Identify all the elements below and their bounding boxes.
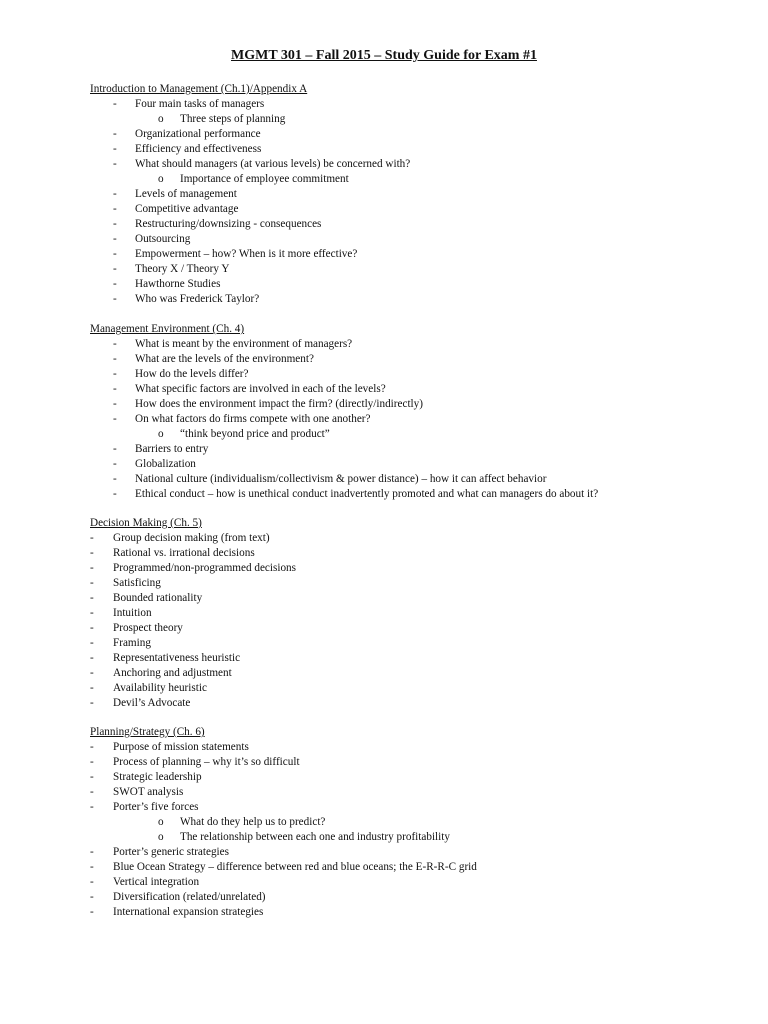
dash-bullet: - bbox=[113, 368, 117, 380]
dash-bullet: - bbox=[90, 861, 94, 873]
list-item bbox=[90, 546, 730, 561]
dash-bullet: - bbox=[113, 203, 117, 215]
list-item bbox=[90, 472, 730, 487]
list-item bbox=[90, 860, 730, 875]
dash-bullet: - bbox=[90, 637, 94, 649]
dash-bullet: - bbox=[113, 293, 117, 305]
dash-bullet: - bbox=[90, 771, 94, 783]
sub-list-item-text: The relationship between each one and industry profitability bbox=[180, 831, 450, 843]
list-item-text: Hawthorne Studies bbox=[135, 278, 221, 290]
sub-list-item-text: Importance of employee commitment bbox=[180, 173, 349, 185]
sub-list-item bbox=[90, 815, 730, 830]
sub-list-item bbox=[90, 427, 730, 442]
list-item bbox=[90, 681, 730, 696]
list-item-text: Organizational performance bbox=[135, 128, 261, 140]
list-item-text: Outsourcing bbox=[135, 233, 191, 245]
list-item bbox=[90, 277, 730, 292]
dash-bullet: - bbox=[113, 398, 117, 410]
list-item bbox=[90, 442, 730, 457]
dash-bullet: - bbox=[113, 473, 117, 485]
sub-list-item bbox=[90, 830, 730, 845]
dash-bullet: - bbox=[90, 607, 94, 619]
list-item-text: Intuition bbox=[113, 607, 152, 619]
section-management-environment bbox=[90, 322, 730, 502]
list-item-text: Ethical conduct – how is unethical conduct inadvertently promoted and what can managers do about it? bbox=[135, 488, 599, 500]
circle-bullet: o bbox=[158, 816, 164, 828]
list-item bbox=[90, 157, 730, 172]
dash-bullet: - bbox=[113, 383, 117, 395]
dash-bullet: - bbox=[113, 263, 117, 275]
list-item bbox=[90, 561, 730, 576]
dash-bullet: - bbox=[90, 547, 94, 559]
list-item-text: Porter’s five forces bbox=[113, 801, 199, 813]
list-item-text: Process of planning – why it’s so difficult bbox=[113, 756, 300, 768]
list-item-text: Satisficing bbox=[113, 577, 161, 589]
list-item-text: Restructuring/downsizing - consequences bbox=[135, 218, 322, 230]
dash-bullet: - bbox=[113, 143, 117, 155]
dash-bullet: - bbox=[113, 158, 117, 170]
dash-bullet: - bbox=[90, 741, 94, 753]
dash-bullet: - bbox=[113, 218, 117, 230]
list-item-text: How do the levels differ? bbox=[135, 368, 249, 380]
dash-bullet: - bbox=[90, 801, 94, 813]
list-item-text: Levels of management bbox=[135, 188, 237, 200]
section-heading: Planning/Strategy (Ch. 6) bbox=[90, 726, 205, 738]
list-item-text: Anchoring and adjustment bbox=[113, 667, 232, 679]
dash-bullet: - bbox=[90, 532, 94, 544]
list-item-text: Competitive advantage bbox=[135, 203, 239, 215]
section-decision-making bbox=[90, 516, 730, 711]
list-item bbox=[90, 127, 730, 142]
list-item bbox=[90, 890, 730, 905]
circle-bullet: o bbox=[158, 173, 164, 185]
list-item bbox=[90, 367, 730, 382]
list-item bbox=[90, 651, 730, 666]
list-item bbox=[90, 337, 730, 352]
list-item-text: International expansion strategies bbox=[113, 906, 264, 918]
list-item bbox=[90, 770, 730, 785]
circle-bullet: o bbox=[158, 428, 164, 440]
list-item-text: What is meant by the environment of managers? bbox=[135, 338, 353, 350]
list-item bbox=[90, 352, 730, 367]
dash-bullet: - bbox=[90, 756, 94, 768]
circle-bullet: o bbox=[158, 113, 164, 125]
list-item-text: Barriers to entry bbox=[135, 443, 209, 455]
list-item-text: Diversification (related/unrelated) bbox=[113, 891, 266, 903]
list-item-text: Bounded rationality bbox=[113, 592, 203, 604]
section-planning-strategy bbox=[90, 725, 730, 920]
list-item bbox=[90, 800, 730, 815]
list-item bbox=[90, 412, 730, 427]
list-item-text: What specific factors are involved in each of the levels? bbox=[135, 383, 386, 395]
circle-bullet: o bbox=[158, 831, 164, 843]
list-item bbox=[90, 142, 730, 157]
list-item bbox=[90, 382, 730, 397]
dash-bullet: - bbox=[90, 682, 94, 694]
list-item bbox=[90, 875, 730, 890]
section-heading: Introduction to Management (Ch.1)/Appendix A bbox=[90, 83, 308, 95]
list-item-text: What should managers (at various levels) be concerned with? bbox=[135, 158, 411, 170]
list-item bbox=[90, 621, 730, 636]
list-item bbox=[90, 696, 730, 711]
dash-bullet: - bbox=[113, 233, 117, 245]
page-title: MGMT 301 – Fall 2015 – Study Guide for Exam #1 bbox=[231, 48, 537, 63]
list-item bbox=[90, 292, 730, 307]
list-item-text: Strategic leadership bbox=[113, 771, 202, 783]
dash-bullet: - bbox=[113, 128, 117, 140]
list-item-text: What are the levels of the environment? bbox=[135, 353, 314, 365]
sub-list-item-text: Three steps of planning bbox=[180, 113, 286, 125]
list-item bbox=[90, 666, 730, 681]
list-item bbox=[90, 576, 730, 591]
list-item bbox=[90, 531, 730, 546]
list-item-text: Representativeness heuristic bbox=[113, 652, 241, 664]
list-item bbox=[90, 591, 730, 606]
sub-list-item-text: “think beyond price and product” bbox=[180, 428, 330, 440]
dash-bullet: - bbox=[90, 906, 94, 918]
list-item bbox=[90, 97, 730, 112]
section-introduction-to-management bbox=[90, 82, 730, 307]
list-item bbox=[90, 740, 730, 755]
list-item-text: On what factors do firms compete with one another? bbox=[135, 413, 371, 425]
list-item-text: Framing bbox=[113, 637, 151, 649]
list-item-text: National culture (individualism/collectivism & power distance) – how it can affect behavior bbox=[135, 473, 547, 485]
dash-bullet: - bbox=[113, 338, 117, 350]
dash-bullet: - bbox=[90, 697, 94, 709]
list-item bbox=[90, 845, 730, 860]
list-item-text: Porter’s generic strategies bbox=[113, 846, 229, 858]
list-item bbox=[90, 905, 730, 920]
list-item-text: SWOT analysis bbox=[113, 786, 184, 798]
list-item-text: Rational vs. irrational decisions bbox=[113, 547, 255, 559]
section-heading: Management Environment (Ch. 4) bbox=[90, 323, 245, 335]
dash-bullet: - bbox=[90, 652, 94, 664]
list-item-text: Four main tasks of managers bbox=[135, 98, 265, 110]
list-item bbox=[90, 785, 730, 800]
list-item-text: Efficiency and effectiveness bbox=[135, 143, 262, 155]
list-item bbox=[90, 187, 730, 202]
list-item bbox=[90, 247, 730, 262]
list-item bbox=[90, 397, 730, 412]
dash-bullet: - bbox=[113, 278, 117, 290]
list-item bbox=[90, 606, 730, 621]
list-item-text: Devil’s Advocate bbox=[113, 697, 191, 709]
list-item-text: Vertical integration bbox=[113, 876, 200, 888]
dash-bullet: - bbox=[113, 413, 117, 425]
list-item-text: Programmed/non-programmed decisions bbox=[113, 562, 296, 574]
dash-bullet: - bbox=[90, 891, 94, 903]
sub-list-item bbox=[90, 172, 730, 187]
list-item-text: How does the environment impact the firm? (directly/indirectly) bbox=[135, 398, 423, 410]
list-item bbox=[90, 232, 730, 247]
dash-bullet: - bbox=[90, 577, 94, 589]
list-item-text: Group decision making (from text) bbox=[113, 532, 270, 544]
list-item-text: Availability heuristic bbox=[113, 682, 207, 694]
list-item-text: Who was Frederick Taylor? bbox=[135, 293, 260, 305]
sub-list-item-text: What do they help us to predict? bbox=[180, 816, 326, 828]
list-item-text: Theory X / Theory Y bbox=[135, 263, 230, 275]
list-item bbox=[90, 636, 730, 651]
list-item-text: Blue Ocean Strategy – difference between red and blue oceans; the E-R-R-C grid bbox=[113, 861, 477, 873]
list-item-text: Empowerment – how? When is it more effective? bbox=[135, 248, 358, 260]
dash-bullet: - bbox=[90, 562, 94, 574]
list-item bbox=[90, 487, 730, 502]
list-item-text: Prospect theory bbox=[113, 622, 183, 634]
dash-bullet: - bbox=[113, 98, 117, 110]
dash-bullet: - bbox=[113, 443, 117, 455]
dash-bullet: - bbox=[90, 622, 94, 634]
dash-bullet: - bbox=[113, 353, 117, 365]
list-item bbox=[90, 755, 730, 770]
dash-bullet: - bbox=[113, 458, 117, 470]
dash-bullet: - bbox=[90, 786, 94, 798]
dash-bullet: - bbox=[90, 667, 94, 679]
dash-bullet: - bbox=[90, 846, 94, 858]
dash-bullet: - bbox=[90, 592, 94, 604]
sub-list-item bbox=[90, 112, 730, 127]
dash-bullet: - bbox=[113, 248, 117, 260]
dash-bullet: - bbox=[113, 188, 117, 200]
list-item bbox=[90, 202, 730, 217]
list-item bbox=[90, 457, 730, 472]
list-item-text: Purpose of mission statements bbox=[113, 741, 249, 753]
list-item bbox=[90, 217, 730, 232]
section-heading: Decision Making (Ch. 5) bbox=[90, 517, 202, 529]
list-item bbox=[90, 262, 730, 277]
dash-bullet: - bbox=[90, 876, 94, 888]
list-item-text: Globalization bbox=[135, 458, 196, 470]
dash-bullet: - bbox=[113, 488, 117, 500]
